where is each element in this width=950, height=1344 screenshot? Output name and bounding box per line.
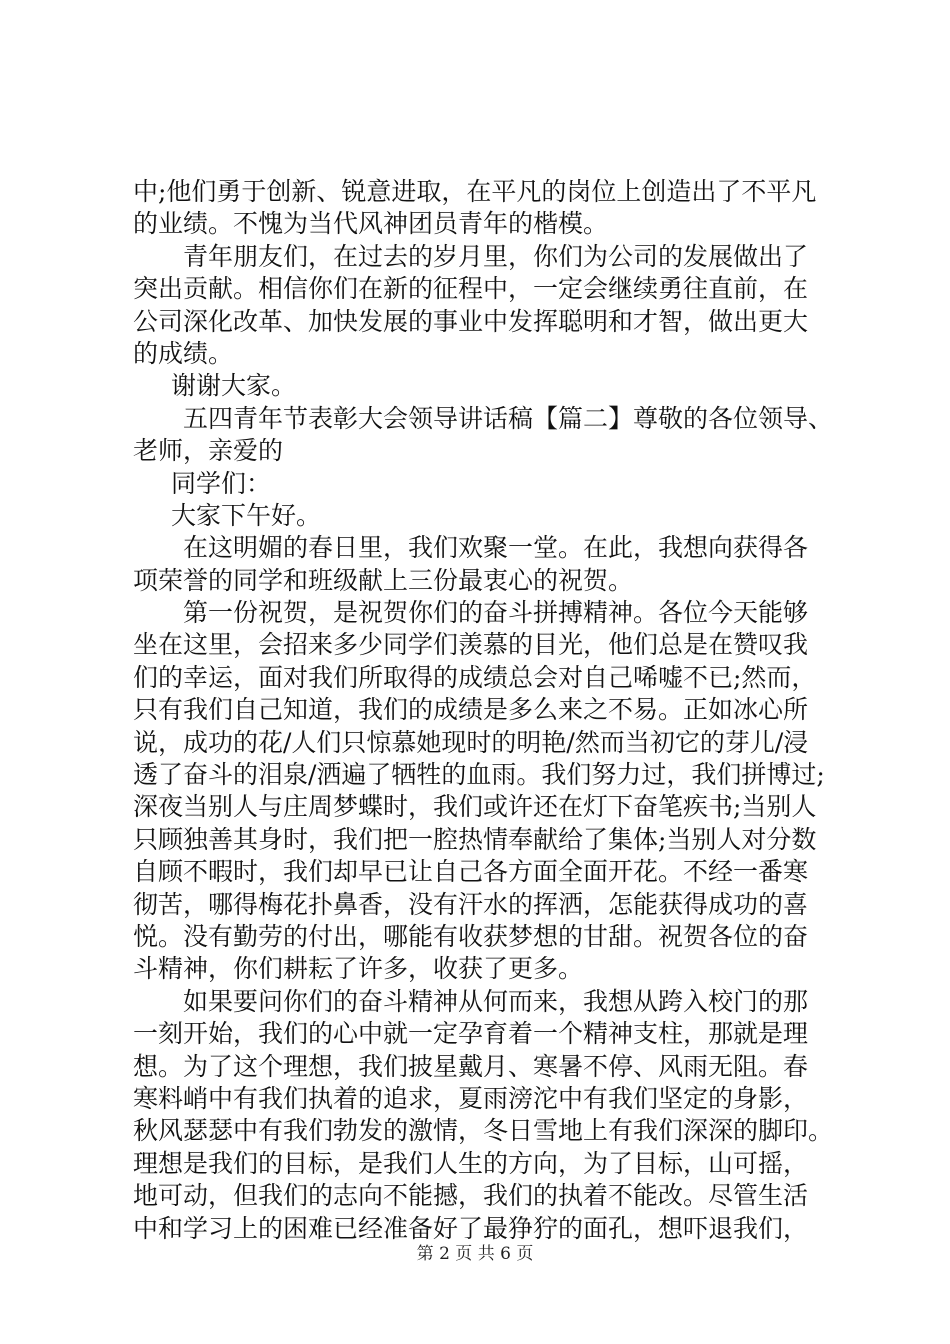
document-body bbox=[133, 176, 833, 1245]
text-line: 理想是我们的目标，是我们人生的方向，为了目标，山可摇， bbox=[133, 1148, 809, 1178]
text-line: 公司深化改革、加快发展的事业中发挥聪明和才智，做出更大 bbox=[133, 306, 809, 336]
text-line: 只有我们自己知道，我们的成绩是多么来之不易。正如冰心所 bbox=[133, 695, 809, 725]
text-line: 的业绩。不愧为当代风神团员青年的楷模。 bbox=[133, 209, 609, 239]
page-number-footer: 第 2 页 共 6 页 bbox=[416, 1244, 534, 1264]
text-line: 一刻开始，我们的心中就一定孕育着一个精神支柱，那就是理 bbox=[133, 1019, 809, 1049]
text-line: 地可动，但我们的志向不能撼，我们的执着不能改。尽管生活 bbox=[133, 1181, 809, 1211]
text-line: 寒料峭中有我们执着的追求，夏雨滂沱中有我们坚定的身影， bbox=[133, 1083, 809, 1113]
text-line: 的成绩。 bbox=[133, 338, 234, 368]
text-line: 深夜当别人与庄周梦蝶时，我们或许还在灯下奋笔疾书;当别人 bbox=[133, 792, 817, 822]
text-line: 彻苦，哪得梅花扑鼻香，没有汗水的挥洒，怎能获得成功的喜 bbox=[133, 889, 809, 919]
text-line: 坐在这里，会招来多少同学们羡慕的目光，他们总是在赞叹我 bbox=[133, 630, 809, 660]
text-line: 五四青年节表彰大会领导讲话稿【篇二】尊敬的各位领导、 bbox=[183, 403, 834, 433]
text-line: 中和学习上的困难已经准备好了最狰狞的面孔，想吓退我们， bbox=[133, 1213, 809, 1243]
text-line: 秋风瑟瑟中有我们勃发的激情，冬日雪地上有我们深深的脚印。 bbox=[133, 1116, 834, 1146]
text-line: 想。为了这个理想，我们披星戴月、寒暑不停、风雨无阻。春 bbox=[133, 1051, 809, 1081]
text-line: 突出贡献。相信你们在新的征程中，一定会继续勇往直前，在 bbox=[133, 274, 809, 304]
text-line: 如果要问你们的奋斗精神从何而来，我想从跨入校门的那 bbox=[183, 986, 809, 1016]
text-line: 悦。没有勤劳的付出，哪能有收获梦想的甘甜。祝贺各位的奋 bbox=[133, 921, 809, 951]
text-line: 大家下午好。 bbox=[171, 500, 322, 530]
text-line: 在这明媚的春日里，我们欢聚一堂。在此，我想向获得各 bbox=[183, 533, 809, 563]
text-line: 自顾不暇时，我们却早已让自己各方面全面开花。不经一番寒 bbox=[133, 857, 809, 887]
text-line: 透了奋斗的泪泉/洒遍了牺牲的血雨。我们努力过，我们拼博过; bbox=[133, 760, 825, 790]
text-line: 中;他们勇于创新、锐意进取，在平凡的岗位上创造出了不平凡 bbox=[133, 177, 817, 206]
text-line: 第一份祝贺，是祝贺你们的奋斗拼搏精神。各位今天能够 bbox=[183, 598, 809, 628]
text-line: 只顾独善其身时，我们把一腔热情奉献给了集体;当别人对分数 bbox=[133, 824, 817, 854]
text-line: 们的幸运，面对我们所取得的成绩总会对自己唏嘘不已;然而， bbox=[133, 662, 817, 692]
text-line: 项荣誉的同学和班级献上三份最衷心的祝贺。 bbox=[133, 565, 634, 595]
text-line: 说，成功的花/人们只惊慕她现时的明艳/然而当初它的芽儿/浸 bbox=[133, 727, 809, 757]
text-line: 老师，亲爱的 bbox=[133, 436, 284, 466]
text-line: 谢谢大家。 bbox=[171, 371, 297, 401]
text-line: 青年朋友们，在过去的岁月里，你们为公司的发展做出了 bbox=[183, 241, 809, 271]
text-line: 同学们： bbox=[171, 468, 272, 498]
text-line: 斗精神，你们耕耘了许多，收获了更多。 bbox=[133, 954, 584, 984]
